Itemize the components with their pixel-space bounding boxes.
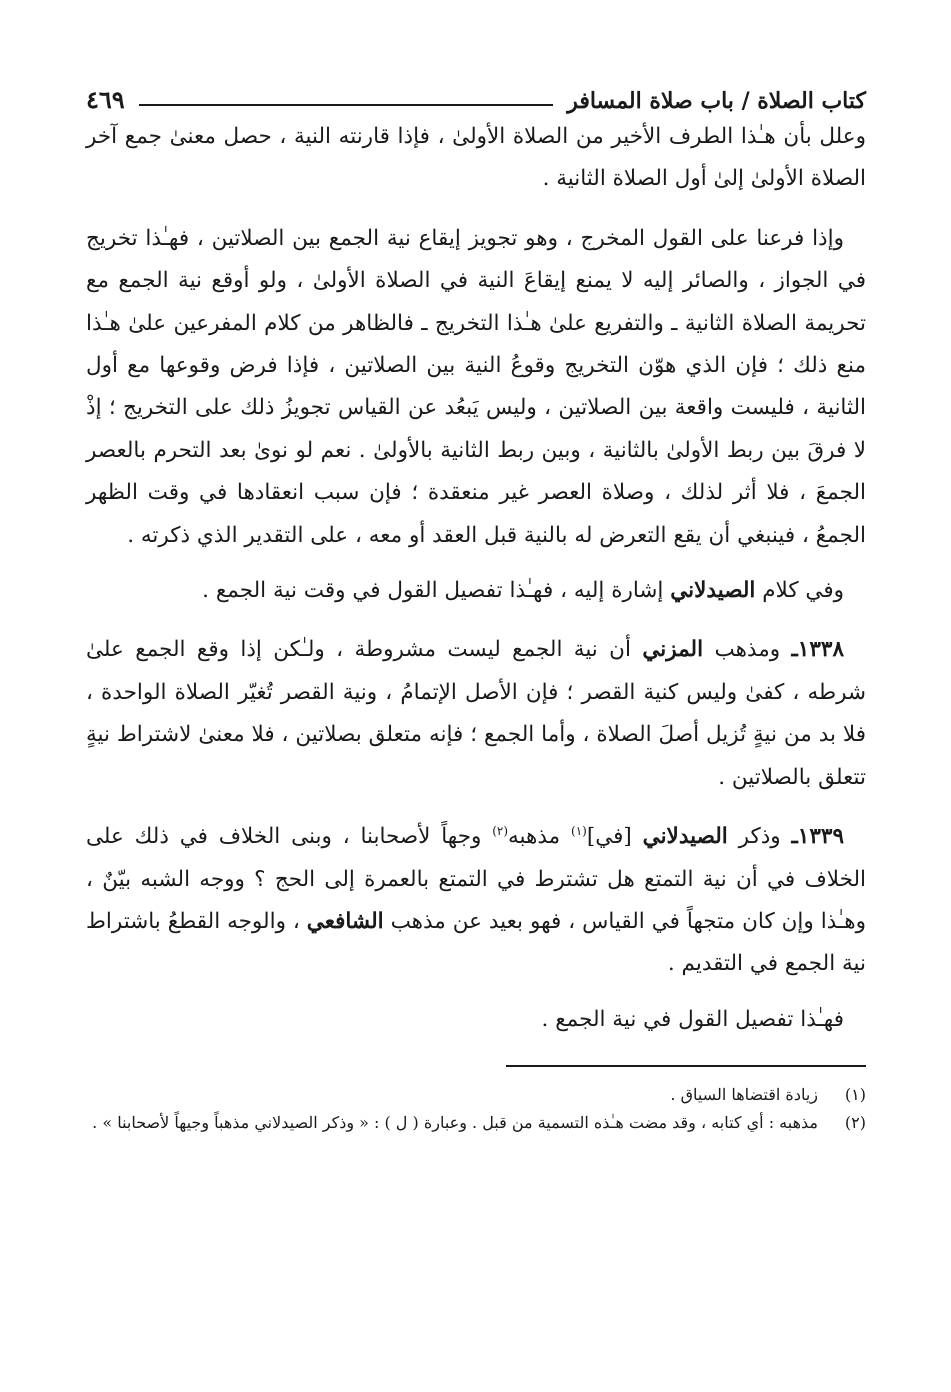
footnote-2 (86, 1109, 866, 1137)
paragraph-1338-text-b: أن نية الجمع ليست مشروطة ، ولـٰكن إذا وقع الجمع علىٰ شرطه ، كفىٰ وليس كنية القصر ؛ فإن الأصل الإتمامُ ، ونية القصر تُغيّر الصلاة الواحدة ، فلا بد من نيةٍ تُزيل أصلَ الصلاة ، وأما الجمع ؛ فإنه متعلق بصلاتين ، فلا معنىٰ لاشتراط نيةٍ تتعلق بالصلاتين . (86, 637, 866, 790)
running-header (86, 70, 866, 114)
paragraph-1339-text-c: مذهبه (508, 824, 561, 850)
footnote-text: زيادة اقتضاها السياق . (670, 1085, 818, 1105)
paragraph-1339-text-d: وجهاً لأصحابنا ، وبنى الخلاف في ذلك على الخلاف في أن نية التمتع هل تشترط في التمتع بالعمرة إلى الحج ؟ ووجه الشبه بيّنٌ ، وهـٰذا وإن كان متجهاً في القياس ، فهو بعيد عن مذهب (86, 824, 866, 934)
footnote-ref-2: (٢) (492, 823, 509, 838)
book-page (86, 70, 866, 1137)
scholar-name: الصيدلاني (670, 578, 756, 604)
paragraph-1338 (86, 629, 866, 799)
footnote-1 (86, 1081, 866, 1109)
paragraph-3-text-b: إشارة إليه ، فهـٰذا تفصيل القول في وقت نية الجمع . (202, 578, 664, 604)
paragraph-1339 (86, 816, 866, 986)
chapter-title: كتاب الصلاة / باب صلاة المسافر (567, 88, 866, 114)
paragraph-2: وإذا فرعنا على القول المخرج ، وهو تجويز إيقاع نية الجمع بين الصلاتين ، فهـٰذا تخريج في الجواز ، والصائر إليه لا يمنع إيقاعَ النية في الصلاة الأولىٰ ، ولو أوقع نية الجمع مع تحريمة الصلاة الثانية ـ والتفريع علىٰ هـٰذا التخريج ـ فالظاهر من كلام المفرعين علىٰ هـٰذا منع ذلك ؛ فإن الذي هوّن التخريج وقوعُ النية بين الصلاتين ، فإذا فرض وقوعها مع أول الثانية ، فليست واقعة بين الصلاتين ، وليس يَبعُد عن القياس تجويزُ ذلك على التخريج ؛ إذْ لا فرقَ بين ربط الأولىٰ بالثانية ، وبين ربط الثانية بالأولىٰ . نعم لو نوىٰ بعد التحرم بالعصر الجمعَ ، فلا أثر لذلك ، وصلاة العصر غير منعقدة ؛ فإن سبب انعقادها في وقت الظهر الجمعُ ، فينبغي أن يقع التعرض له بالنية قبل العقد أو معه ، على التقدير الذي ذكرته . (86, 225, 866, 548)
scholar-name: الصيدلاني (642, 824, 728, 850)
footnote-mark: (٢) (844, 1113, 866, 1133)
paragraph-1339-text-e: ، والوجه القطعُ باشتراط نية الجمع في التقديم . (86, 908, 866, 977)
paragraph-3 (86, 570, 866, 612)
closing-paragraph: فهـٰذا تفصيل القول في نية الجمع . (541, 1006, 844, 1032)
scholar-name: المزني (642, 637, 704, 663)
footnote-mark: (١) (844, 1085, 866, 1105)
header-rule (139, 104, 554, 106)
paragraph-3-text-a: وفي كلام (762, 578, 844, 604)
page-number: ٤٦٩ (86, 85, 125, 114)
editorial-addition: [في] (586, 824, 632, 850)
paragraph-1339-text-a: وذكر (738, 824, 781, 850)
issue-number: ١٣٣٩ـ (791, 824, 844, 850)
footnote-ref-1: (١) (571, 823, 587, 838)
issue-number: ١٣٣٨ـ (791, 637, 844, 663)
scholar-name: الشافعي (306, 908, 384, 934)
footnote-text: مذهبه : أي كتابه ، وقد مضت هـٰذه التسمية من قبل . وعبارة ( ل ) : « وذكر الصيدلاني مذهباً وجيهاً لأصحابنا » . (92, 1113, 818, 1133)
footnote-separator (506, 1065, 866, 1067)
paragraph-1: وعلل بأن هـٰذا الطرف الأخير من الصلاة الأولىٰ ، فإذا قارنته النية ، حصل معنىٰ جمع آخر الصلاة الأولىٰ إلىٰ أول الصلاة الثانية . (86, 124, 866, 192)
paragraph-1338-text-a: ومذهب (714, 637, 781, 663)
